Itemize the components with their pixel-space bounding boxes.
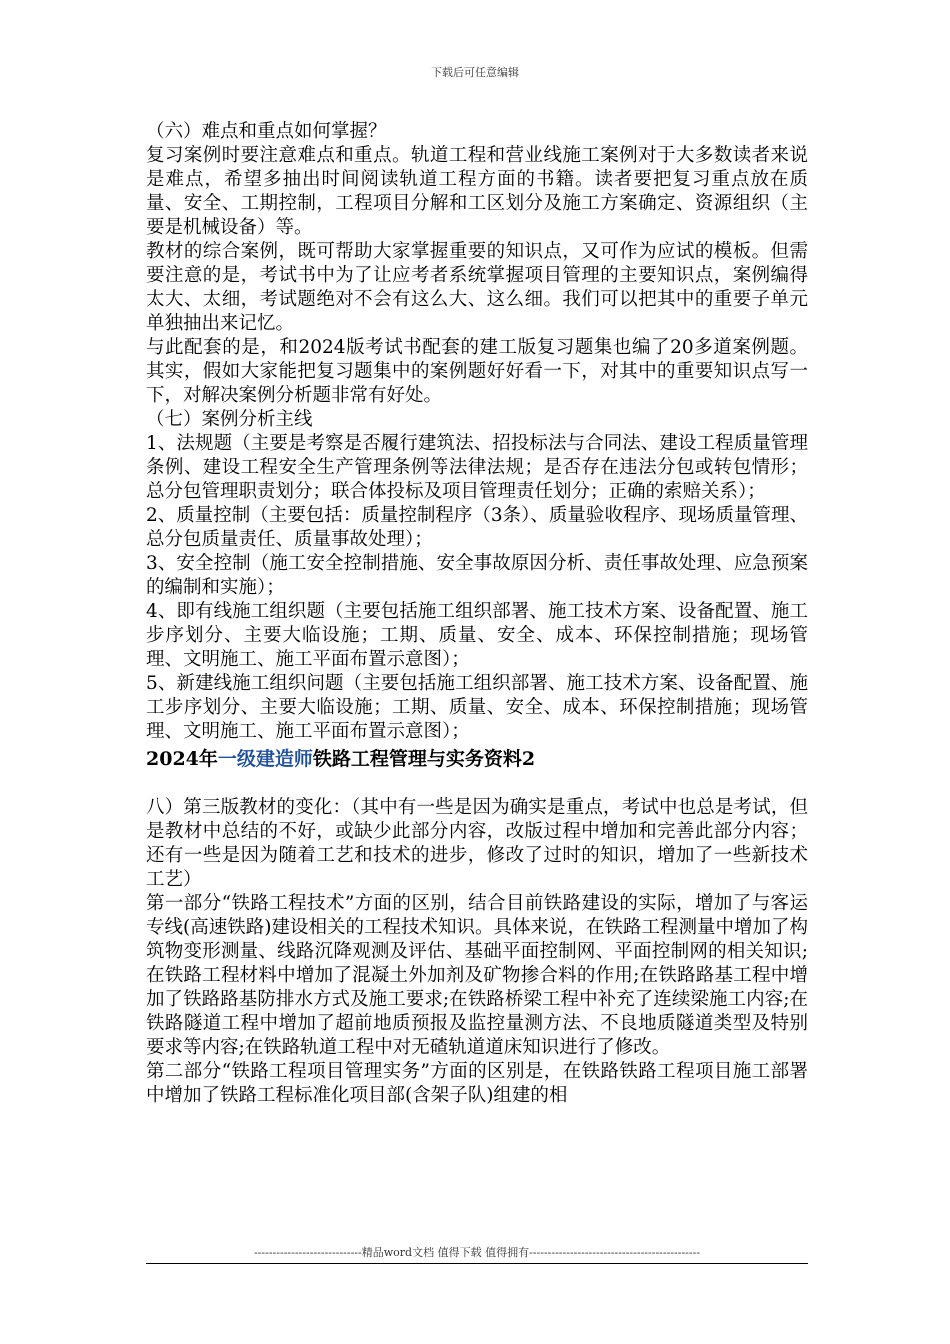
- paragraph: 第二部分“铁路工程项目管理实务”方面的区别是，在铁路铁路工程项目施工部署中增加了铁路工程标准化项目部(含架子队)组建的相: [146, 1061, 808, 1106]
- document-heading: [146, 746, 808, 772]
- section-8-title: 八）第三版教材的变化：（其中有一些是因为确实是重点，考试中也总是考试，但是教材中总结的不好，或缺少此部分内容，改版过程中增加和完善此部分内容；还有一些是因为随着工艺和技术的进步，修改了过时的知识，增加了一些新技术工艺）: [146, 797, 808, 890]
- list-item: 1、法规题（主要是考察是否履行建筑法、招投标法与合同法、建设工程质量管理条例、建设工程安全生产管理条例等法律法规；是否存在违法分包或转包情形；总分包管理职责划分；联合体投标及项目管理责任划分；正确的索赔关系）；: [146, 433, 808, 502]
- paragraph: 复习案例时要注意难点和重点。轨道工程和营业线施工案例对于大多数读者来说是难点，希望多抽出时间阅读轨道工程方面的书籍。读者要把复习重点放在质量、安全、工期控制，工程项目分解和工区划分及施工方案确定、资源组织（主要是机械设备）等。: [146, 145, 808, 238]
- list-item: 5、新建线施工组织问题（主要包括施工组织部署、施工技术方案、设备配置、施工步序划分、主要大临设施；工期、质量、安全、成本、环保控制措施；现场管理、文明施工、施工平面布置示意图）；: [146, 673, 808, 742]
- section-7-title: （七）案例分析主线: [146, 409, 313, 430]
- heading-prefix: 2024年: [146, 748, 218, 770]
- footer-divider: [146, 1263, 808, 1264]
- paragraph: 教材的综合案例，既可帮助大家掌握重要的知识点，又可作为应试的模板。但需要注意的是，考试书中为了让应考者系统掌握项目管理的主要知识点，案例编得太大、太细，考试题绝对不会有这么大、这么细。我们可以把其中的重要子单元单独抽出来记忆。: [146, 241, 808, 334]
- blank-line: [146, 772, 808, 796]
- list-item: 2、质量控制（主要包括：质量控制程序（3条）、质量验收程序、现场质量管理、总分包质量责任、质量事故处理）；: [146, 505, 808, 550]
- page-footer: -----------------------------精品word文档 值得下载 值得拥有----------------------------------------------: [253, 1246, 701, 1259]
- paragraph: 第一部分“铁路工程技术”方面的区别，结合目前铁路建设的实际，增加了与客运专线(高速铁路)建设相关的工程技术知识。具体来说，在铁路工程测量中增加了构筑物变形测量、线路沉降观测及评估、基础平面控制网、平面控制网的相关知识;在铁路工程材料中增加了混凝土外加剂及矿物掺合料的作用;在铁路路基工程中增加了铁路路基防排水方式及施工要求;在铁路桥梁工程中补充了连续梁施工内容;在铁路隧道工程中增加了超前地质预报及监控量测方法、不良地质隧道类型及特别要求等内容;在铁路轨道工程中对无碴轨道道床知识进行了修改。: [146, 893, 808, 1058]
- section-6-title: （六）难点和重点如何掌握？: [146, 121, 387, 142]
- document-body: [146, 120, 808, 1108]
- list-item: 4、即有线施工组织题（主要包括施工组织部署、施工技术方案、设备配置、施工步序划分、主要大临设施；工期、质量、安全、成本、环保控制措施；现场管理、文明施工、施工平面布置示意图）；: [146, 601, 808, 670]
- list-item: 3、安全控制（施工安全控制措施、安全事故原因分析、责任事故处理、应急预案的编制和实施）；: [146, 553, 808, 598]
- heading-link[interactable]: 一级建造师: [217, 748, 313, 770]
- heading-suffix: 铁路工程管理与实务资料2: [312, 748, 536, 770]
- paragraph: 与此配套的是，和2024版考试书配套的建工版复习题集也编了20多道案例题。其实，假如大家能把复习题集中的案例题好好看一下，对其中的重要知识点写一下，对解决案例分析题非常有好处。: [146, 337, 808, 406]
- page-header: 下载后可任意编辑: [431, 66, 519, 79]
